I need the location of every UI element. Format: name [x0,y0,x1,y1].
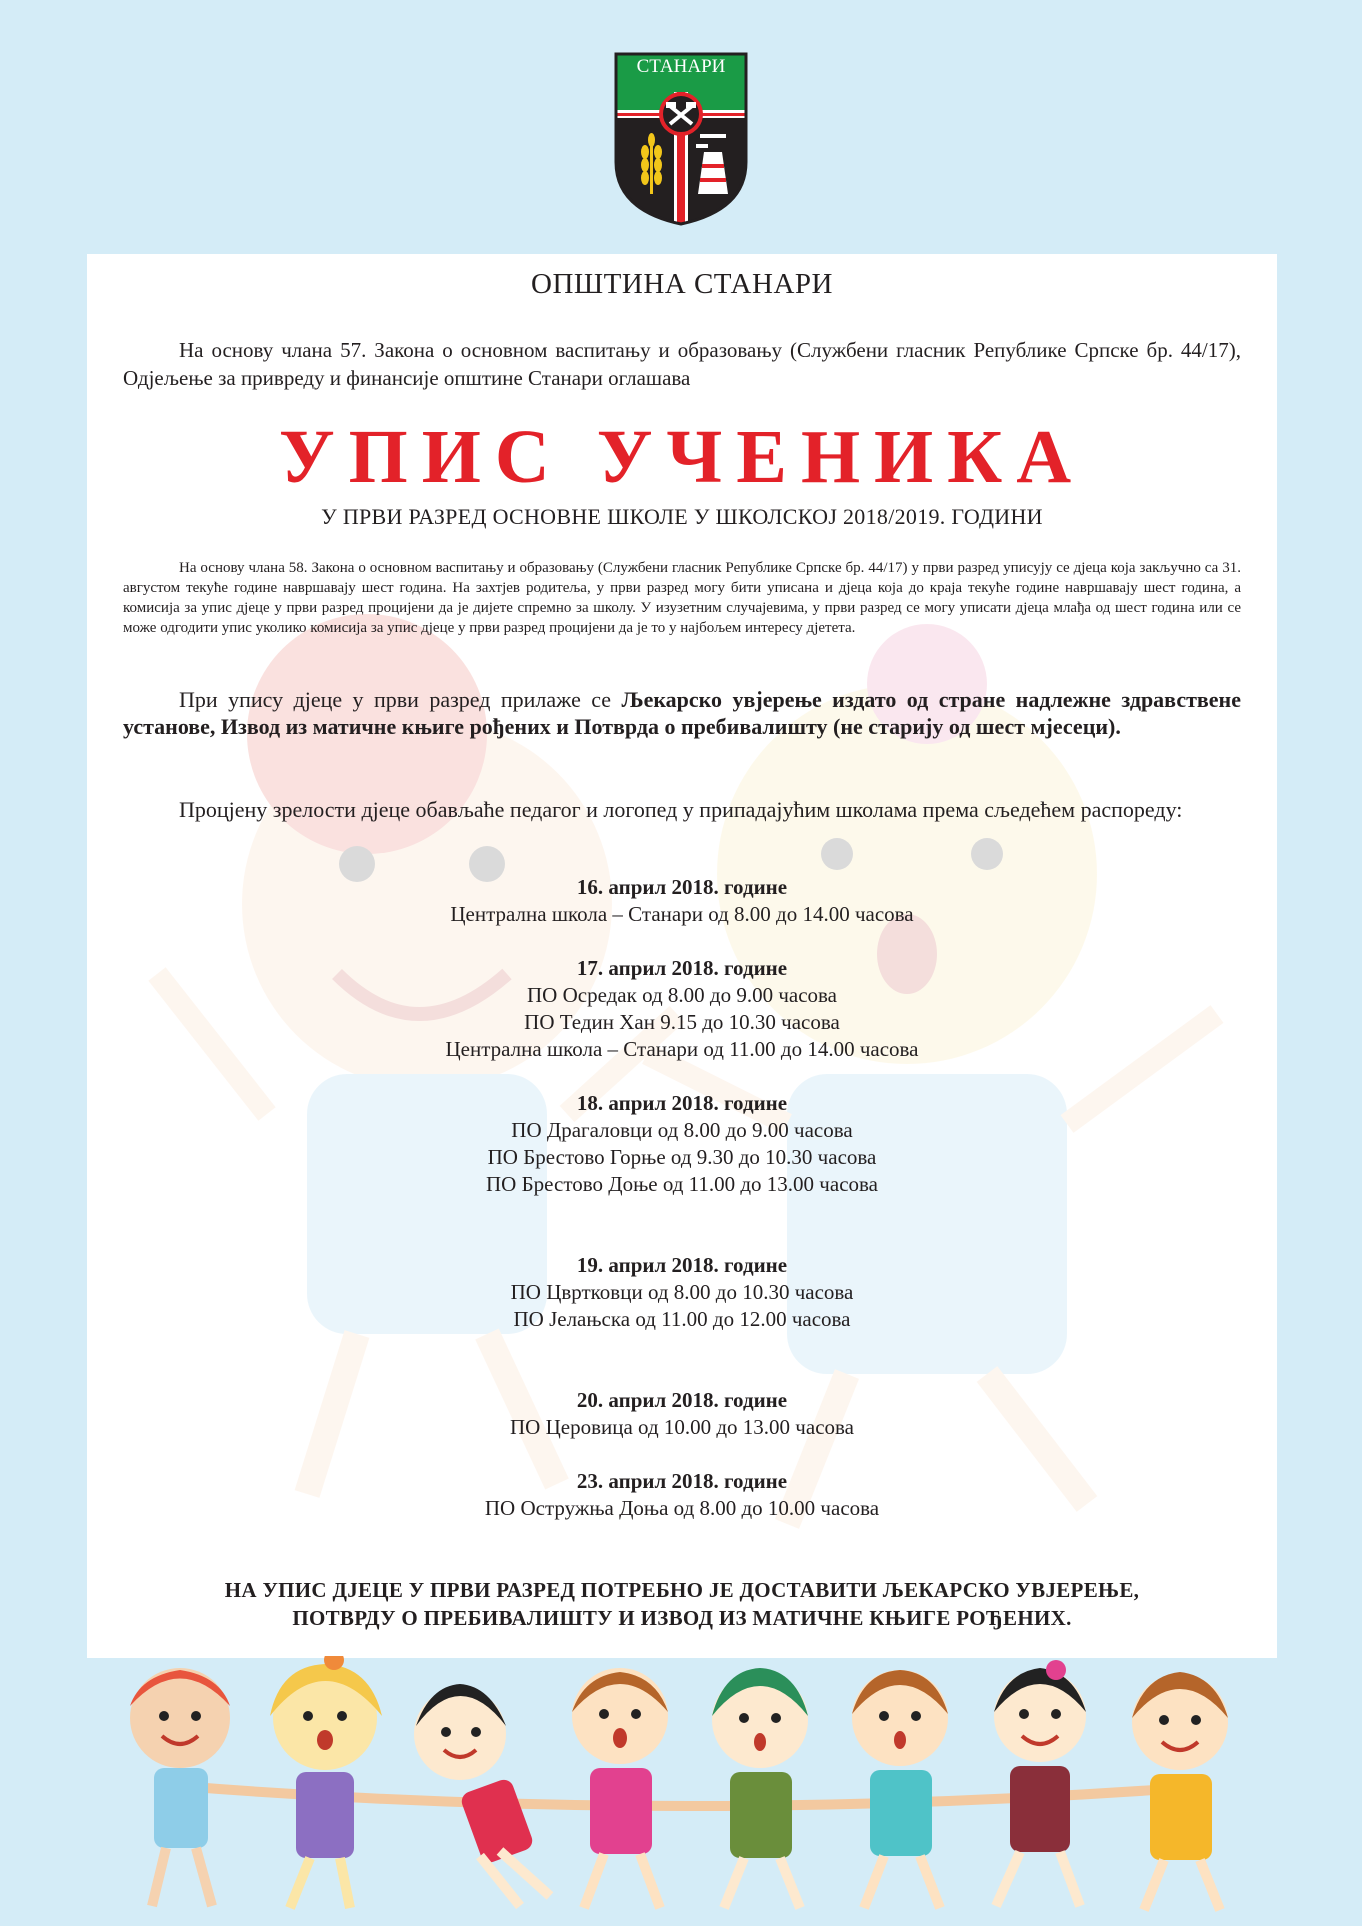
schedule-date: 20. април 2018. године [576,1388,788,1412]
schedule-day [123,874,1241,928]
intro-paragraph: На основу члана 57. Закона о основном васпитању и образовању (Службени гласник Републике Српске бр. 44/17), Одјељење за привреду и финансије општине Станари оглашава [123,338,1241,390]
enrollment-headline: УПИС УЧЕНИКА [278,415,1086,499]
schedule-day [123,1090,1241,1198]
schedule-line: ПО Драгаловци од 8.00 до 9.00 часова [511,1118,853,1142]
legal-basis-paragraph: На основу члана 58. Закона о основном васпитању и образовању (Службени гласник Републике Српске бр. 44/17) у први разред уписују се дјеца која закључно са 31. августом текуће године навршавају шест година. На захтјев родитеља, у први разред могу бити уписана и дјеца која до краја текуће године навршавају шест година, а комисија за упис дјеце у први разред процијени да је дијете спремно за школу. У изузетним случајевима, у први разред се могу уписати дјеца млађа од шест година или се може одгодити упис уколико комисија за упис дјеце у први разред процијени да је то у најбољем интересу дјетета. [123,560,1241,636]
schedule-line: ПО Тедин Хан 9.15 до 10.30 часова [524,1010,840,1034]
schedule-line: ПО Брестово Доње од 11.00 до 13.00 часова [486,1172,878,1196]
notice-line: ПОТВРДУ О ПРЕБИВАЛИШТУ И ИЗВОД ИЗ МАТИЧНЕ КЊИГЕ РОЂЕНИХ. [292,1606,1072,1630]
required-documents-list: Љекарско увјерење издато од стране надлежне здравствене установе, Извод из матичне књиге рођених и Потврда о пребивалишту (не старију од шест мјесеци). [123,687,1241,739]
stanari-crest-logo [614,52,748,226]
schedule-line: ПО Церовица од 10.00 до 13.00 часова [510,1415,854,1439]
schedule-date: 17. април 2018. године [576,956,788,980]
maturity-assessment-paragraph: Процјену зрелости дјеце обавља​ће педагог и логопед у припадајућим школама према сљедећем распореду: [179,797,1183,822]
schedule-date: 23. април 2018. године [576,1469,788,1493]
schedule-date: 19. април 2018. године [576,1253,788,1277]
schedule-line: ПО Остружња Доња од 8.00 до 10.00 часова [484,1496,880,1520]
crest-label: СТАНАРИ [636,56,726,77]
schedule-line: ПО Брестово Горње од 9.30 до 10.30 часова [487,1145,877,1169]
notice-line: НА УПИС ДЈЕЦЕ У ПРВИ РАЗРЕД ПОТРЕБНО ЈЕ ДОСТАВИТИ ЉЕКАРСКО УВЈЕРЕЊЕ, [224,1578,1140,1602]
schedule-day [123,1252,1241,1333]
schedule-date: 18. април 2018. године [576,1091,788,1115]
schedule-day [123,1387,1241,1441]
schedule-line: Централна школа – Станари од 11.00 до 14.00 часова [445,1037,919,1061]
notice-panel [87,254,1277,1658]
schedule-date: 16. април 2018. године [576,875,788,899]
schedule-day [123,955,1241,1063]
required-documents-lead: При упису дјеце у први разред прилаже се [179,687,622,712]
schedule-line: ПО Јелањска од 11.00 до 12.00 часова [513,1307,851,1331]
schedule-line: ПО Цвртковци од 8.00 до 10.30 часова [510,1280,854,1304]
enrollment-subtitle: У ПРВИ РАЗРЕД ОСНОВНЕ ШКОЛЕ У ШКОЛСКОЈ 2018/2019. ГОДИНИ [321,504,1043,529]
schedule-line: ПО Осредак од 8.00 до 9.00 часова [527,983,837,1007]
required-documents-paragraph [123,686,1241,740]
schedule-line: Централна школа – Станари од 8.00 до 14.00 часова [450,902,914,926]
municipality-title: ОПШТИНА СТАНАРИ [531,268,833,300]
children-holding-hands-illustration [120,1656,1250,1918]
schedule-day [123,1468,1241,1522]
required-documents-notice [123,1576,1241,1632]
